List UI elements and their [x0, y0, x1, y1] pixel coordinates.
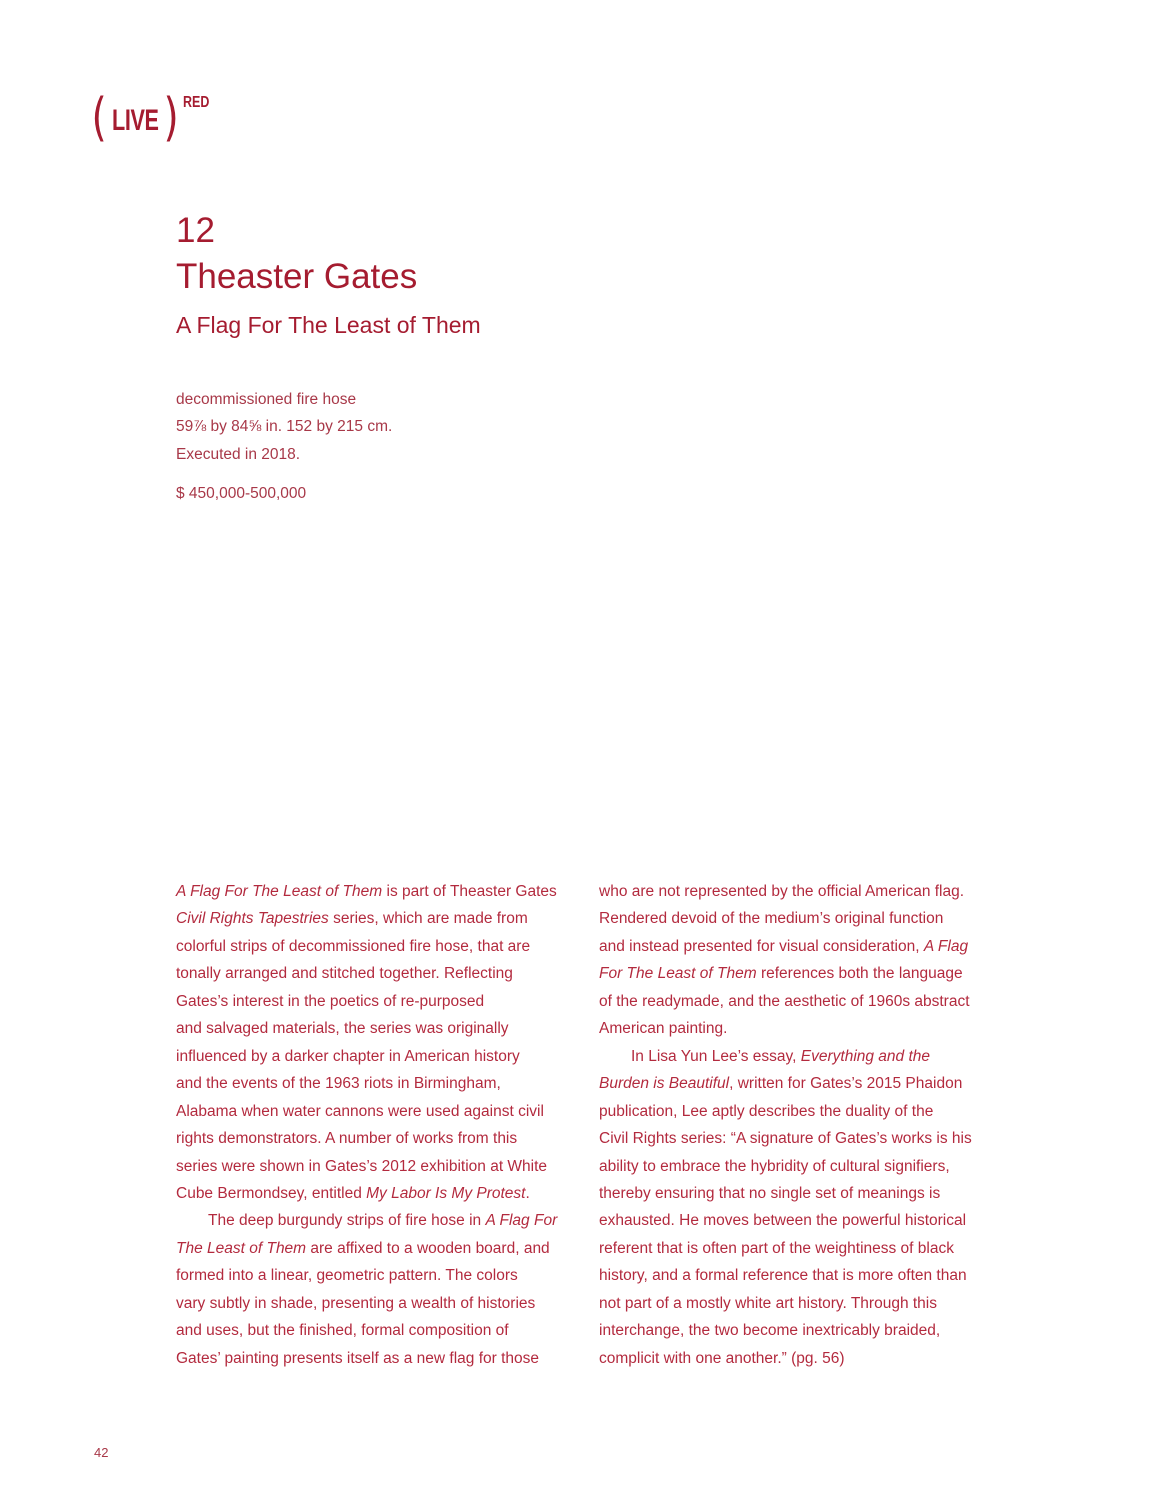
essay-text: not part of a mostly white art history. Through this — [599, 1295, 937, 1312]
logo-close-paren: ) — [163, 88, 179, 148]
essay-line — [599, 1239, 954, 1259]
logo-red-superscript: RED — [183, 94, 210, 111]
essay-text: In Lisa Yun Lee’s essay, — [631, 1048, 801, 1065]
essay-text: vary subtly in shade, presenting a wealth of histories — [176, 1295, 536, 1312]
essay-text: thereby ensuring that no single set of meanings is — [599, 1185, 941, 1202]
essay-text: who are not represented by the official American flag. — [599, 883, 965, 900]
essay-line — [176, 964, 513, 984]
essay-text: ability to embrace the hybridity of cultural signifiers, — [599, 1158, 950, 1175]
essay-text: complicit with one another.” (pg. 56) — [599, 1350, 845, 1367]
essay-text: Gates’ painting presents itself as a new flag for those — [176, 1350, 540, 1367]
essay-text: , written for Gates’s 2015 Phaidon — [729, 1075, 963, 1092]
artist-name: Theaster Gates — [176, 257, 418, 296]
essay-text: is part of Theaster Gates — [382, 883, 557, 900]
essay-text: and instead presented for visual consideration, — [599, 938, 924, 955]
essay-line — [599, 1019, 727, 1039]
essay-line — [599, 1211, 966, 1231]
essay-text: history, and a formal reference that is more often than — [599, 1267, 967, 1284]
italic-title: Burden is Beautiful — [599, 1075, 730, 1092]
essay-text: Alabama when water cannons were used against civil — [176, 1103, 544, 1120]
essay-text: references both the language — [756, 965, 963, 982]
essay-line — [599, 1321, 940, 1341]
essay-text: Cube Bermondsey, entitled — [176, 1185, 367, 1202]
essay-line — [176, 1211, 557, 1231]
essay-line — [599, 1349, 845, 1369]
essay-line — [599, 1102, 933, 1122]
essay-line — [599, 1129, 972, 1149]
essay-line — [176, 1074, 501, 1094]
essay-line — [176, 1321, 509, 1341]
live-red-logo — [91, 88, 221, 152]
essay-line — [599, 1157, 950, 1177]
essay-text: The deep burgundy strips of fire hose in — [208, 1212, 486, 1229]
italic-title: My Labor Is My Protest — [366, 1185, 526, 1202]
italic-title: A Flag For The Least of Them — [176, 883, 383, 900]
essay-line — [176, 1349, 539, 1369]
essay-text: tonally arranged and stitched together. Reflecting — [176, 965, 513, 982]
essay-text: referent that is often part of the weightiness of black — [599, 1240, 954, 1257]
essay-line — [599, 882, 964, 902]
essay-line — [176, 1266, 518, 1286]
essay-line — [599, 1294, 937, 1314]
essay-text: and salvaged materials, the series was originally — [176, 1020, 509, 1037]
essay-line — [599, 992, 970, 1012]
essay-line — [176, 1184, 530, 1204]
essay-text: Civil Rights series: “A signature of Gates’s works is his — [599, 1130, 972, 1147]
essay-line — [176, 937, 530, 957]
essay-line — [176, 909, 528, 929]
essay-line — [176, 1239, 550, 1259]
essay-line — [599, 1184, 940, 1204]
essay-line — [176, 1102, 544, 1122]
essay-text: influenced by a darker chapter in American history — [176, 1048, 520, 1065]
essay-text: are affixed to a wooden board, and — [306, 1240, 550, 1257]
essay-text: . — [525, 1185, 530, 1202]
italic-title: The Least of Them — [176, 1240, 307, 1257]
essay-text: Gates’s interest in the poetics of re-purposed — [176, 993, 485, 1010]
italic-title: Civil Rights Tapestries — [176, 910, 329, 927]
essay-line — [599, 1074, 962, 1094]
artwork-dimensions: 59⅞ by 84⅝ in. 152 by 215 cm. — [176, 418, 393, 435]
italic-title: For The Least of Them — [599, 965, 757, 982]
italic-title: Everything and the — [800, 1048, 931, 1065]
essay-line — [176, 1129, 517, 1149]
essay-text: rights demonstrators. A number of works from this — [176, 1130, 518, 1147]
essay-text: colorful strips of decommissioned fire hose, that are — [176, 938, 531, 955]
italic-title: A Flag — [923, 938, 969, 955]
essay-text: Rendered devoid of the medium’s original function — [599, 910, 944, 927]
essay-text: American painting. — [599, 1020, 728, 1037]
artwork-title: A Flag For The Least of Them — [176, 312, 481, 338]
essay-line — [176, 882, 557, 902]
essay-line — [599, 937, 968, 957]
lot-number: 12 — [176, 211, 215, 250]
essay-line — [599, 909, 943, 929]
essay-text: and uses, but the finished, formal composition of — [176, 1322, 509, 1339]
essay-line — [176, 1294, 535, 1314]
essay-line — [176, 1019, 509, 1039]
italic-title: A Flag For — [485, 1212, 558, 1229]
essay-text: series, which are made from — [328, 910, 528, 927]
essay-text: series were shown in Gates’s 2012 exhibition at White — [176, 1158, 548, 1175]
essay-text: interchange, the two become inextricably braided, — [599, 1322, 941, 1339]
artwork-date: Executed in 2018. — [176, 446, 301, 463]
essay-line — [599, 1266, 967, 1286]
essay-line — [599, 1047, 930, 1067]
essay-text: exhausted. He moves between the powerful historical — [599, 1212, 967, 1229]
page-number: 42 — [94, 1445, 109, 1460]
logo-open-paren: ( — [91, 88, 107, 148]
estimate: $ 450,000-500,000 — [176, 485, 307, 502]
essay-line — [176, 1047, 520, 1067]
essay-text: of the readymade, and the aesthetic of 1960s abstract — [599, 993, 970, 1010]
essay-line — [176, 1157, 547, 1177]
essay-text: and the events of the 1963 riots in Birmingham, — [176, 1075, 501, 1092]
essay-text: formed into a linear, geometric pattern. The colors — [176, 1267, 518, 1284]
essay-line — [599, 964, 963, 984]
essay-line — [176, 992, 484, 1012]
logo-live-word: LIVE — [112, 104, 159, 137]
artwork-medium: decommissioned fire hose — [176, 391, 357, 408]
essay-text: publication, Lee aptly describes the duality of the — [599, 1103, 934, 1120]
